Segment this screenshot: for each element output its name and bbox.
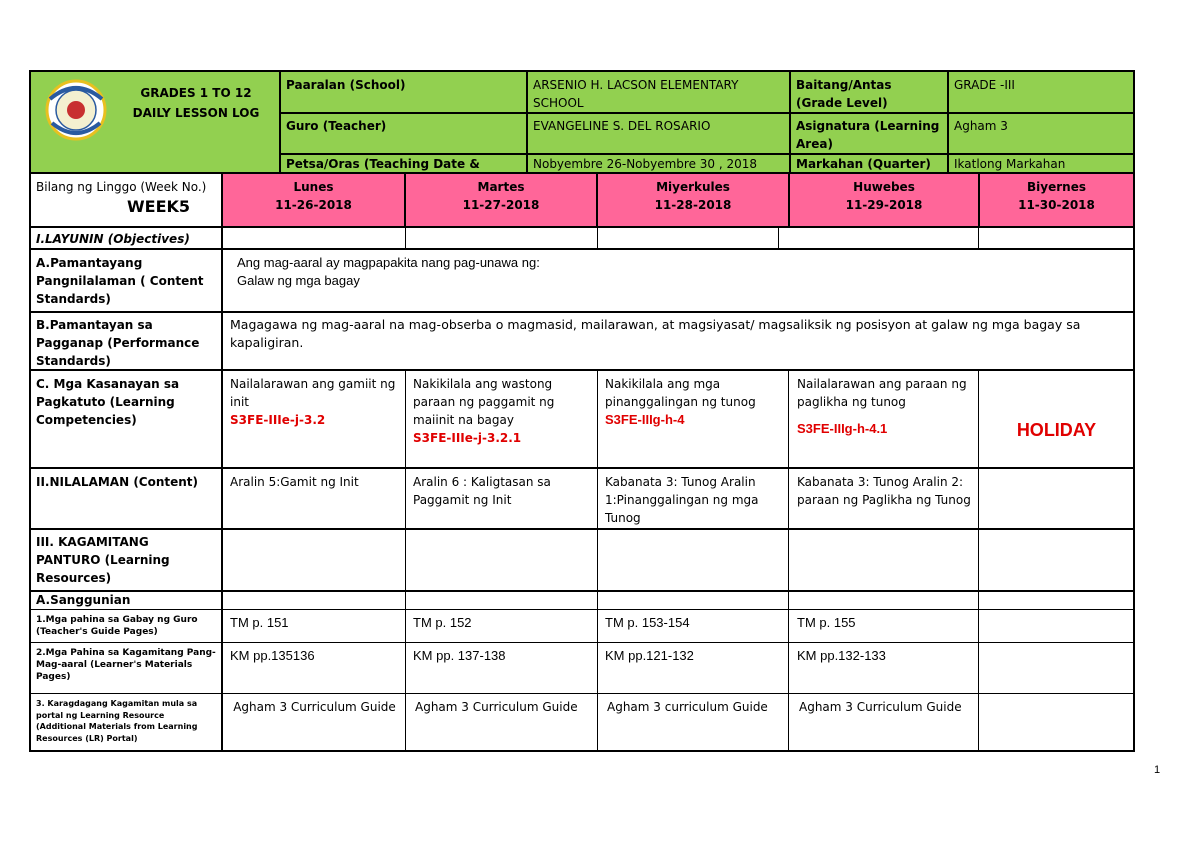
layunin-label: I.LAYUNIN (Objectives) [36, 232, 190, 246]
day-date: 11-26-2018 [275, 198, 352, 212]
nilalaman-monday: Aralin 5:Gamit ng Init [230, 475, 359, 489]
quarter-label: Markahan (Quarter) [796, 157, 931, 171]
performance-standard-label: B.Pamantayan sa Pagganap (Performance Standards) [36, 318, 200, 368]
subject-value: Agham 3 [954, 119, 1008, 133]
lr-portal-thursday: Agham 3 Curriculum Guide [799, 700, 962, 714]
grade-value: GRADE -III [954, 78, 1015, 92]
day-date: 11-29-2018 [845, 198, 923, 212]
content-standard-label: A.Pamantayang Pangnilalaman ( Content Standards) [36, 256, 204, 306]
quarter-value: Ikatlong Markahan [954, 157, 1066, 171]
day-header-tuesday [406, 175, 596, 226]
lm-pages-label: 2.Mga Pahina sa Kagamitang Pang-Mag-aaral (Learner's Materials Pages) [36, 648, 216, 682]
competency-text: Nakikilala ang mga pinanggalingan ng tunog [605, 377, 756, 409]
day-name: Biyernes [1027, 180, 1086, 194]
page-number: 1 [1154, 764, 1161, 776]
day-name: Huwebes [853, 180, 915, 194]
lm-pages-monday: KM pp.135136 [230, 648, 315, 663]
week-label: Bilang ng Linggo (Week No.) [36, 180, 207, 194]
competency-tuesday [408, 372, 596, 467]
lr-portal-tuesday: Agham 3 Curriculum Guide [415, 700, 578, 714]
content-standard-line-2: Galaw ng mga bagay [237, 273, 360, 288]
tg-pages-wednesday: TM p. 153-154 [605, 615, 690, 630]
dll-title [112, 80, 280, 124]
competency-text: Nailalarawan ang gamiit ng init [230, 377, 396, 409]
kagamitan-label: III. KAGAMITANG PANTURO (Learning Resources) [36, 535, 170, 585]
day-header-monday [223, 175, 404, 226]
teacher-value: EVANGELINE S. DEL ROSARIO [533, 119, 711, 133]
day-header-thursday [790, 175, 978, 226]
title-line-2: DAILY LESSON LOG [132, 106, 260, 120]
performance-standard-value: Magagawa ng mag-aaral na mag-obserba o magmasid, mailarawan, at magsiyasat/ magsaliksik ng posisyon at galaw ng mga bagay sa kapaligiran. [230, 317, 1081, 350]
week-value: WEEK5 [127, 197, 191, 216]
school-label: Paaralan (School) [286, 78, 406, 92]
day-name: Martes [477, 180, 525, 194]
competency-thursday [792, 372, 977, 467]
lr-portal-label: 3. Karagdagang Kagamitan mula sa portal ng Learning Resource (Additional Materials from Learning Resources (LR) Portal) [36, 699, 198, 743]
day-header-friday [980, 175, 1133, 226]
competency-text: Nakikilala ang wastong paraan ng paggamit ng maiinit na bagay [413, 377, 555, 427]
nilalaman-thursday: Kabanata 3: Tunog Aralin 2: paraan ng Paglikha ng Tunog [797, 475, 971, 507]
competency-text: Nailalarawan ang paraan ng paglikha ng tunog [797, 377, 967, 409]
nilalaman-label: II.NILALAMAN (Content) [36, 475, 199, 489]
competency-label: C. Mga Kasanayan sa Pagkatuto (Learning Competencies) [36, 377, 180, 427]
lm-pages-tuesday: KM pp. 137-138 [413, 648, 506, 663]
nilalaman-wednesday: Kabanata 3: Tunog Aralin 1:Pinanggalingan ng mga Tunog [605, 475, 759, 525]
content-standard-line-1: Ang mag-aaral ay magpapakita nang pag-unawa ng: [237, 255, 540, 270]
content-standard-value [232, 251, 1122, 311]
week-cell [31, 175, 221, 226]
day-date: 11-30-2018 [1018, 198, 1095, 212]
day-date: 11-28-2018 [654, 198, 732, 212]
school-logo [40, 79, 112, 141]
lr-portal-monday: Agham 3 Curriculum Guide [233, 700, 396, 714]
competency-wednesday [600, 372, 786, 467]
title-line-1: GRADES 1 TO 12 [140, 86, 252, 100]
tg-pages-tuesday: TM p. 152 [413, 615, 472, 630]
nilalaman-tuesday: Aralin 6 : Kaligtasan sa Paggamit ng Init [413, 475, 551, 507]
grade-label: Baitang/Antas (Grade Level) [796, 78, 892, 110]
day-name: Miyerkules [656, 180, 730, 194]
day-date: 11-27-2018 [462, 198, 540, 212]
date-value: Nobyembre 26-Nobyembre 30 , 2018 [533, 157, 758, 171]
holiday-label: HOLIDAY [1016, 420, 1097, 440]
day-name: Lunes [293, 180, 334, 194]
competency-monday [225, 372, 404, 467]
tg-pages-thursday: TM p. 155 [797, 615, 856, 630]
teacher-label: Guro (Teacher) [286, 119, 387, 133]
tg-pages-monday: TM p. 151 [230, 615, 289, 630]
lm-pages-thursday: KM pp.132-133 [797, 648, 886, 663]
sanggunian-label: A.Sanggunian [36, 593, 131, 607]
tg-pages-label: 1.Mga pahina sa Gabay ng Guro (Teacher's Guide Pages) [36, 615, 198, 637]
day-header-wednesday [598, 175, 788, 226]
competency-code: S3FE-IIIe-j-3.2 [230, 413, 326, 427]
competency-code: S3FE-IIIg-h-4.1 [797, 421, 888, 436]
school-value: ARSENIO H. LACSON ELEMENTARY SCHOOL [533, 78, 739, 110]
competency-code: S3FE-IIIg-h-4 [605, 412, 685, 427]
date-label: Petsa/Oras (Teaching Date & [286, 157, 480, 171]
lm-pages-wednesday: KM pp.121-132 [605, 648, 694, 663]
lr-portal-wednesday: Agham 3 curriculum Guide [607, 700, 768, 714]
subject-label: Asignatura (Learning Area) [796, 119, 940, 151]
competency-code: S3FE-IIIe-j-3.2.1 [413, 431, 522, 445]
